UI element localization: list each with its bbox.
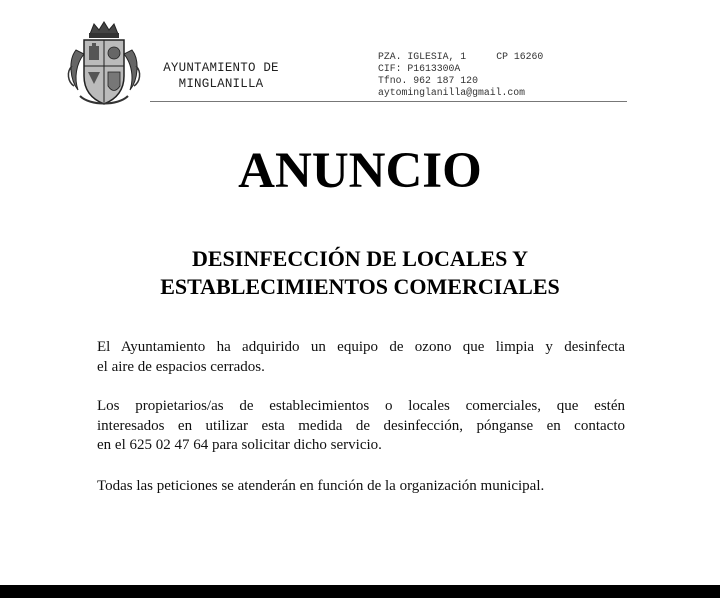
address: PZA. IGLESIA, 1 bbox=[378, 51, 467, 62]
subtitle-line1: DESINFECCIÓN DE LOCALES Y bbox=[192, 246, 528, 271]
notice-subtitle bbox=[0, 245, 720, 301]
cif-number: CIF: P1613300A bbox=[378, 63, 461, 74]
postal-code: CP 16260 bbox=[496, 51, 544, 62]
paragraph-line: El Ayuntamiento ha adquirido un equipo de ozono que limpia y desinfecta bbox=[97, 339, 625, 355]
paragraph-request-service bbox=[97, 397, 625, 456]
paragraph-ozone-equipment bbox=[97, 338, 625, 377]
notice-title: ANUNCIO bbox=[238, 143, 482, 199]
org-name-line2: MINGLANILLA bbox=[178, 77, 264, 91]
paragraph-line: Todas las peticiones se atenderán en función de la organización municipal. bbox=[97, 478, 545, 494]
municipal-coat-of-arms-icon bbox=[66, 20, 142, 108]
paragraph-line: en el 625 02 47 64 para solicitar dicho servicio. bbox=[97, 437, 382, 453]
phone-number: Tfno. 962 187 120 bbox=[378, 75, 478, 86]
contact-block bbox=[378, 51, 543, 99]
subtitle-line2: ESTABLECIMIENTOS COMERCIALES bbox=[160, 274, 560, 299]
paragraph-line: interesados en utilizar esta medida de desinfección, pónganse en contacto bbox=[97, 417, 625, 434]
org-name-line1: AYUNTAMIENTO DE bbox=[163, 61, 279, 75]
header-divider bbox=[150, 101, 627, 102]
paragraph-line: Los propietarios/as de establecimientos o locales comerciales, que estén bbox=[97, 398, 625, 414]
paragraph-line: el aire de espacios cerrados. bbox=[97, 358, 265, 375]
bottom-edge-bar bbox=[0, 585, 720, 598]
paragraph-requests-note bbox=[97, 477, 625, 497]
email-address: aytominglanilla@gmail.com bbox=[378, 87, 525, 98]
organization-name bbox=[150, 60, 292, 92]
